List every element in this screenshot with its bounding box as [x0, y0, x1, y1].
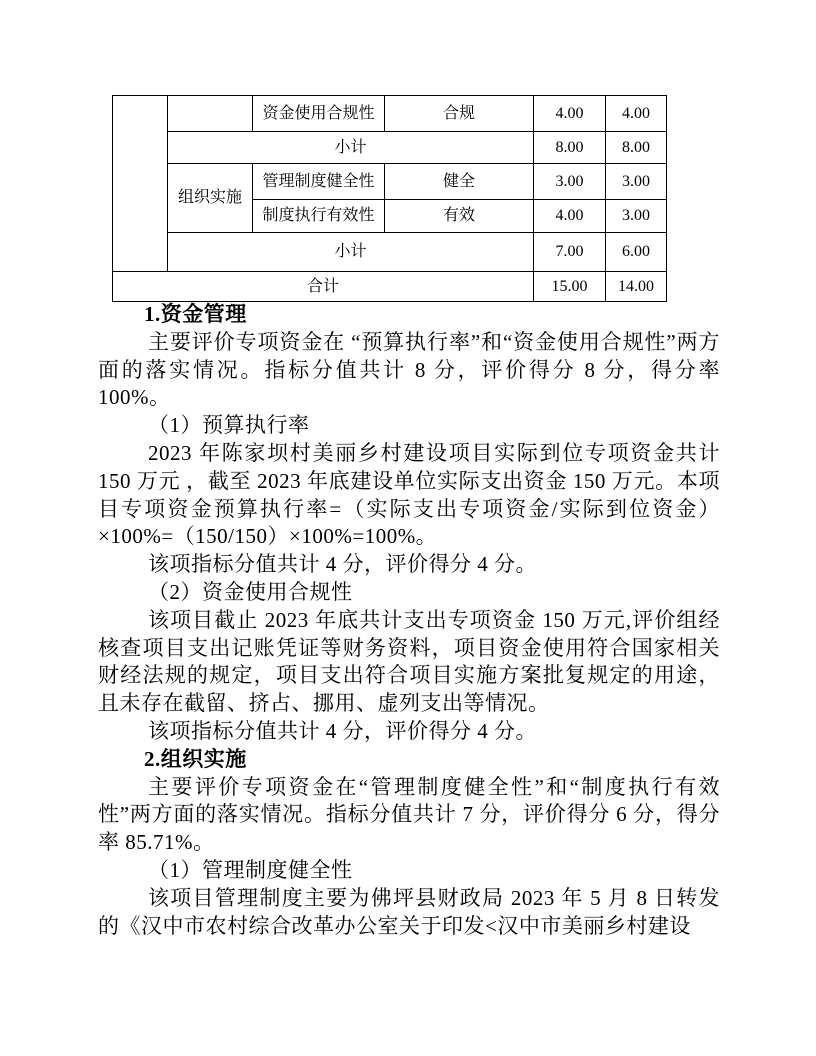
cell-indicator: 制度执行有效性: [253, 200, 385, 233]
section-heading: 1.资金管理: [144, 302, 247, 326]
score-table: [112, 95, 667, 302]
section-heading: 2.组织实施: [144, 746, 247, 771]
cell-category-spanner: [113, 96, 168, 272]
cell-score: 14.00: [606, 272, 667, 302]
cell-score: 6.00: [606, 233, 667, 272]
cell-max-score: 15.00: [534, 272, 606, 302]
paragraph: 该项指标分值共计 4 分，评价得分 4 分。: [148, 718, 537, 743]
cell-score: 8.00: [606, 132, 667, 164]
sub-heading: （1）预算执行率: [148, 413, 310, 438]
cell-subtotal-label: 小计: [168, 132, 534, 164]
cell-score: 3.00: [606, 164, 667, 200]
cell-subtotal-label: 小计: [168, 233, 534, 272]
cell-indicator: 管理制度健全性: [253, 164, 385, 200]
body-text: [98, 301, 720, 940]
cell-group-blank: [168, 96, 253, 132]
cell-score: 3.00: [606, 200, 667, 233]
sub-heading: （2）资金使用合规性: [148, 579, 353, 604]
paragraph: 该项指标分值共计 4 分，评价得分 4 分。: [148, 552, 537, 577]
sub-heading: （1）管理制度健全性: [148, 857, 353, 882]
cell-result: 有效: [385, 200, 534, 233]
cell-result: 合规: [385, 96, 534, 132]
cell-max-score: 8.00: [534, 132, 606, 164]
cell-max-score: 4.00: [534, 96, 606, 132]
paragraph: 主要评价专项资金在“管理制度健全性”和“制度执行有效性”两方面的落实情况。指标分值共计 7 分，评价得分 6 分，得分率 85.71%。: [98, 774, 720, 855]
cell-max-score: 4.00: [534, 200, 606, 233]
cell-group-label: 组织实施: [168, 164, 253, 233]
paragraph: 2023 年陈家坝村美丽乡村建设项目实际到位专项资金共计 150 万元 ，截至 2023 年底建设单位实际支出资金 150 万元。本项目专项资金预算执行率=（实际支出专项资金/实际到位资金）×100%=（150/150）×100%=100%。: [98, 440, 720, 549]
cell-result: 健全: [385, 164, 534, 200]
paragraph: 主要评价专项资金在 “预算执行率”和“资金使用合规性”两方面的落实情况。指标分值共计 8 分，评价得分 8 分，得分率 100%。: [98, 329, 720, 410]
cell-indicator: 资金使用合规性: [253, 96, 385, 132]
cell-max-score: 7.00: [534, 233, 606, 272]
cell-total-label: 合计: [113, 272, 534, 302]
paragraph: 该项目管理制度主要为佛坪县财政局 2023 年 5 月 8 日转发的《汉中市农村综合改革办公室关于印发<汉中市美丽乡村建设: [98, 885, 720, 938]
paragraph: 该项目截止 2023 年底共计支出专项资金 150 万元,评价组经核查项目支出记账凭证等财务资料，项目资金使用符合国家相关财经法规的规定，项目支出符合项目实施方案批复规定的用途，且未存在截留、挤占、挪用、虚列支出等情况。: [98, 607, 720, 716]
cell-score: 4.00: [606, 96, 667, 132]
cell-max-score: 3.00: [534, 164, 606, 200]
